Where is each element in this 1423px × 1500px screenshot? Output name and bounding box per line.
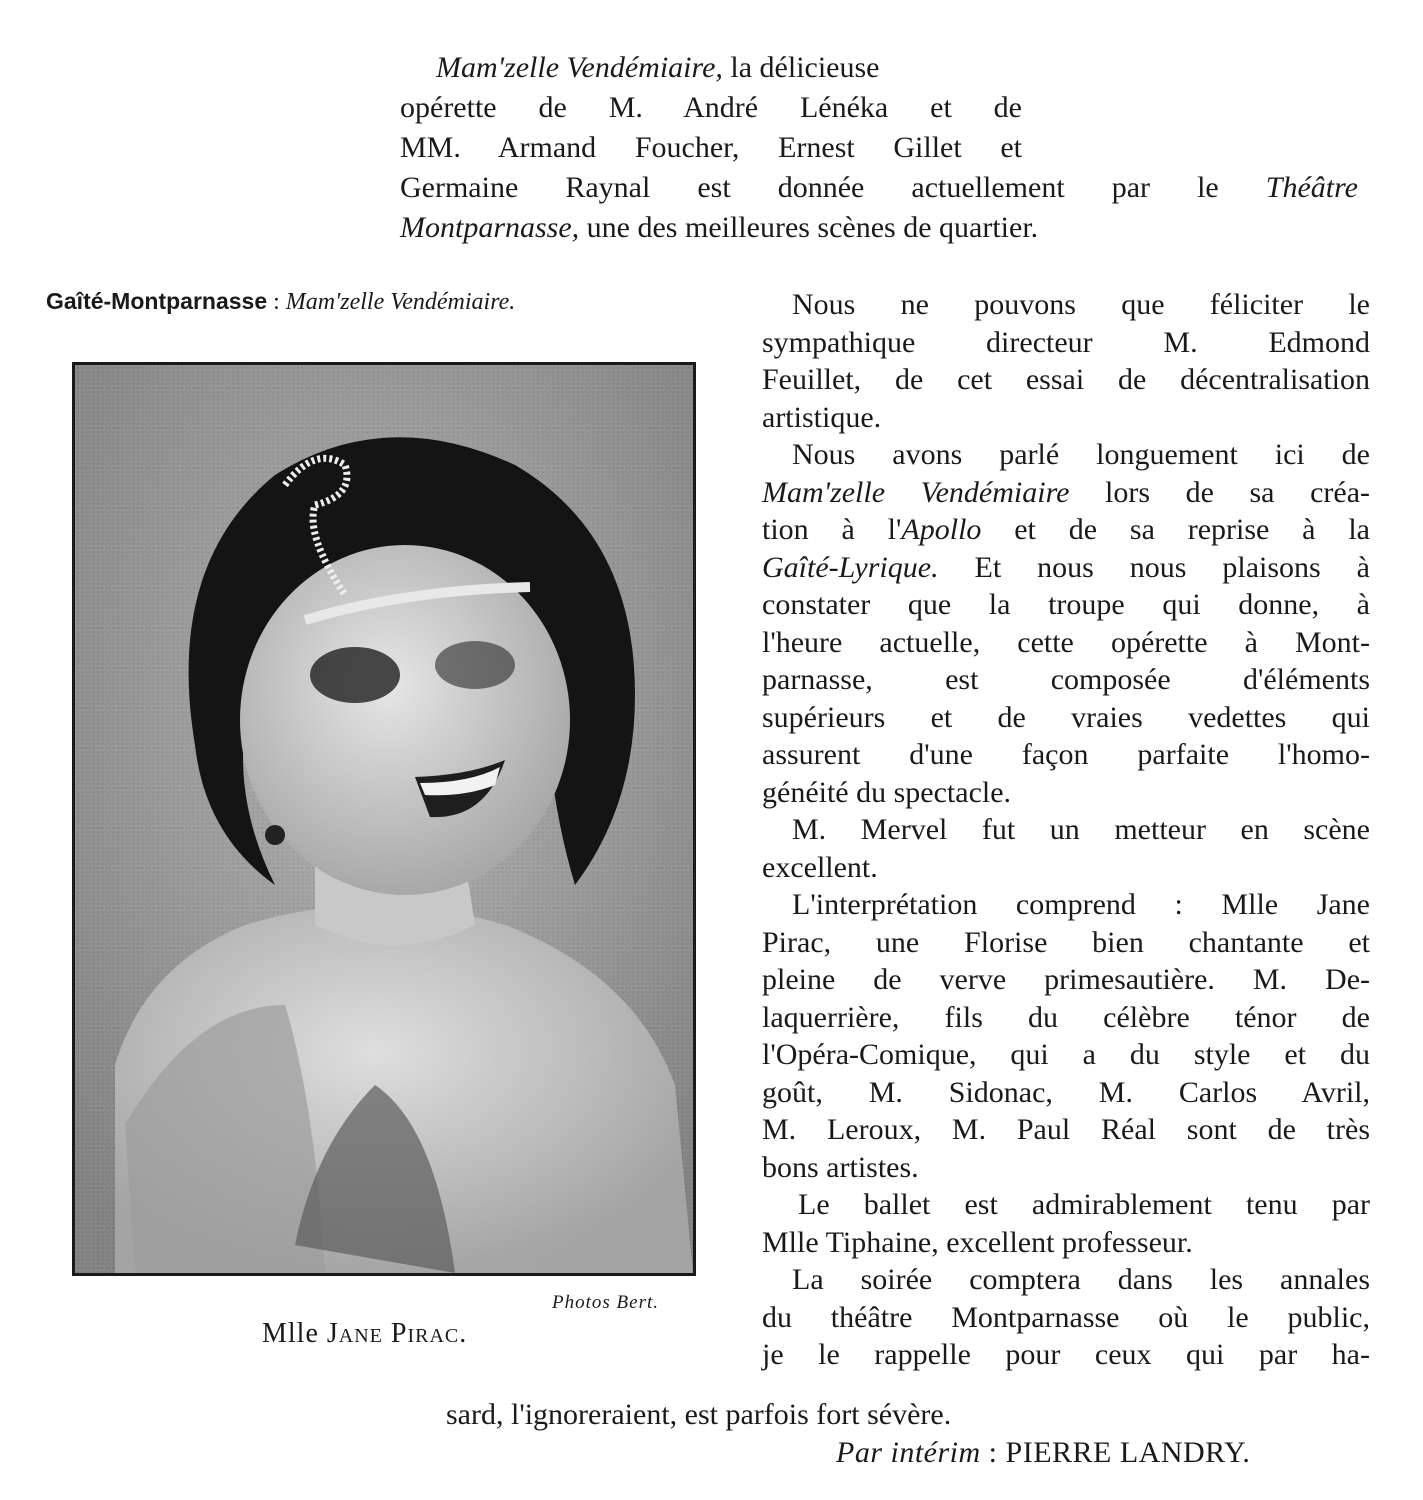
article-line: du théâtre Montparnasse où le public,: [762, 1300, 1370, 1334]
author-name: PIERRE LANDRY.: [1005, 1436, 1251, 1469]
venue-name: Gaîté-Montparnasse: [46, 288, 268, 314]
intro-line: opérette de M. André Lénéka et de: [400, 91, 1022, 124]
article-line: Pirac, une Florise bien chantante et: [762, 925, 1370, 959]
intro-line: Montparnasse, une des meilleures scènes de quartier.: [400, 211, 1039, 244]
article-line: parnasse, est composée d'éléments: [762, 663, 1370, 696]
article-line: assurent d'une façon parfaite l'homo-: [762, 738, 1370, 771]
article-text: [762, 286, 1370, 1374]
article-line: L'interprétation comprend : Mlle Jane: [792, 888, 1370, 921]
article-line: Nous avons parlé longuement ici de: [792, 438, 1370, 471]
portrait-illustration: [75, 365, 693, 1273]
article-line: laquerrière, fils du célèbre ténor de: [762, 1000, 1370, 1034]
article-line: M. Leroux, M. Paul Réal sont de très: [762, 1113, 1370, 1146]
caption-prefix: Mlle: [262, 1318, 327, 1349]
photo-caption: [262, 1318, 467, 1350]
article-line: Nous ne pouvons que féliciter le: [792, 288, 1370, 321]
article-line: Gaîté-Lyrique. Et nous nous plaisons à: [762, 550, 1370, 584]
photo-heading: [46, 288, 515, 316]
italic-title: Apollo: [901, 513, 982, 546]
article-line: goût, M. Sidonac, M. Carlos Avril,: [762, 1075, 1370, 1109]
intro-line: MM. Armand Foucher, Ernest Gillet et: [400, 131, 1022, 164]
intro-paragraph: [400, 48, 1360, 248]
article-line: je le rappelle pour ceux qui par ha-: [762, 1338, 1370, 1371]
play-title: Mam'zelle Vendémiaire.: [285, 289, 516, 315]
article-line: Mam'zelle Vendémiaire lors de sa créa-: [762, 475, 1371, 509]
photo-credit: Photos Bert.: [552, 1292, 659, 1313]
play-title: Mam'zelle Vendémiaire,: [436, 51, 723, 84]
article-tail-line: sard, l'ignoreraient, est parfois fort sévère.: [446, 1398, 952, 1431]
intro-line: Mam'zelle Vendémiaire, la délicieuse: [436, 51, 880, 84]
article-line: supérieurs et de vraies vedettes qui: [762, 700, 1370, 734]
article-line: Mlle Tiphaine, excellent professeur.: [762, 1225, 1193, 1259]
theatre-name: Montparnasse,: [400, 211, 580, 244]
article-line: pleine de verve primesautière. M. De-: [762, 963, 1370, 996]
signature-separator: :: [980, 1436, 1006, 1469]
article-line: l'heure actuelle, cette opérette à Mont-: [762, 625, 1370, 659]
article-line: excellent.: [762, 850, 878, 884]
intro-line: Germaine Raynal est donnée actuellement par le Théâtre: [400, 171, 1358, 204]
portrait-photo: [72, 362, 696, 1276]
article-line: M. Mervel fut un metteur en scène: [792, 813, 1370, 846]
article-line: artistique.: [762, 400, 882, 434]
article-line: Le ballet est admirablement tenu par: [798, 1188, 1370, 1221]
article-line: l'Opéra-Comique, qui a du style et du: [762, 1038, 1370, 1071]
article-line: bons artistes.: [762, 1150, 919, 1184]
article-line: tion à l'Apollo et de sa reprise à la: [762, 513, 1370, 546]
signature: [836, 1436, 1250, 1470]
caption-name: Jane Pirac.: [326, 1318, 468, 1349]
article-line: constater que la troupe qui donne, à: [762, 588, 1370, 621]
article-line: La soirée comptera dans les annales: [792, 1263, 1370, 1296]
theatre-name: Théâtre: [1265, 171, 1358, 204]
signature-prefix: Par intérim: [836, 1436, 981, 1469]
italic-title: Mam'zelle Vendémiaire: [762, 475, 1070, 509]
article-line: généité du spectacle.: [762, 775, 1012, 809]
heading-separator: :: [267, 289, 286, 315]
article-line: sympathique directeur M. Edmond: [762, 325, 1370, 359]
article-line: Feuillet, de cet essai de décentralisation: [762, 363, 1370, 396]
italic-title: Gaîté-Lyrique.: [762, 550, 939, 584]
